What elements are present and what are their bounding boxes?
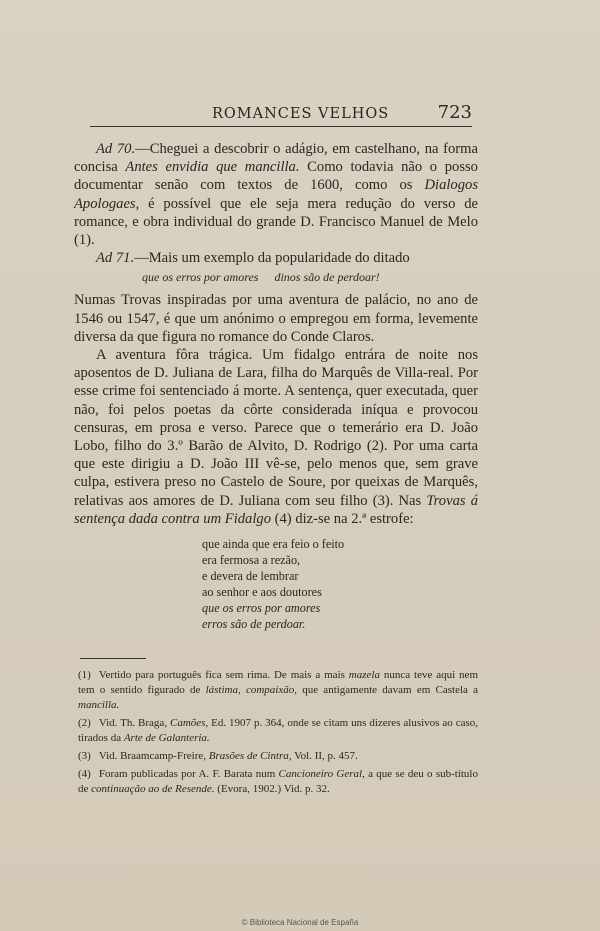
quote-line: era fermosa a rezão, bbox=[202, 553, 301, 568]
footnote-2: (2) Vid. Th. Braga, Camões, Ed. 1907 p. 364, onde se citam uns dizeres alusivos ao caso, tirados da Arte de Galanteria. bbox=[78, 717, 479, 744]
paragraph-ad-71: Ad 71.—Mais um exemplo da popularidade do ditado bbox=[96, 250, 410, 267]
footnote-4: (4) Foram publicadas por A. F. Barata num Cancioneiro Geral, a que se deu o sub-título de continuação ao de Resende. (Evora, 1902.) Vid. p. 32. bbox=[78, 768, 478, 795]
quote-line: que os erros por amores bbox=[202, 601, 321, 616]
body-text bbox=[74, 140, 478, 632]
page-number: 723 bbox=[437, 102, 472, 123]
paragraph-ad-70: Ad 70.—Cheguei a descobrir o adágio, em castelhano, na forma concisa Antes envidia que mancilla. Como todavia não o posso documentar senão com textos de 1600, como os Dialogos Apologaes, é possível que ele seja mera redução do verso de romance, e obra individual do grande D. Francisco Manuel de Melo (1). bbox=[74, 141, 478, 249]
block-quote bbox=[202, 536, 478, 632]
quoted-verse: que os erros por amores dinos são de perdoar! bbox=[142, 270, 380, 285]
footnotes bbox=[78, 668, 478, 800]
paragraph-aventura: A aventura fôra trágica. Um fidalgo entrára de noite nos aposentos de D. Juliana de Lara, filha do Marquês de Villa-real. Por esse crime foi sentenciado á morte. A sentença, quer executada, quer não, foi pelos poetas da côrte considerada iníqua e provocou censuras, em prosa e verso. Parece que o temerário era D. João Lobo, filho do 3.º Barão de Alvito, D. Rodrigo (2). Por uma carta que este dirigiu a D. João III vê-se, pelo menos que, sem grave culpa, estivera preso no Castelo de Soure, por queixas de Marquês, relativas aos amores de D. Juliana com seu filho (3). Nas Trovas á sentença dada contra um Fidalgo (4) diz-se na 2.ª estrofe: bbox=[74, 347, 478, 527]
quote-line: que ainda que era feio o feito bbox=[202, 537, 345, 552]
note-label: Ad 70. bbox=[96, 141, 136, 157]
running-title: ROMANCES VELHOS bbox=[212, 106, 390, 122]
footnote-3: (3) Vid. Braamcamp-Freire, Brasões de Cintra, Vol. II, p. 457. bbox=[78, 750, 358, 762]
paragraph-trovas: Numas Trovas inspiradas por uma aventura de palácio, no ano de 1546 ou 1547, é que um anónimo o empregou em forma, levemente diversa da que figura no romance do Conde Claros. bbox=[74, 292, 478, 345]
note-label: Ad 71. bbox=[96, 250, 135, 267]
header-rule bbox=[90, 126, 472, 127]
library-watermark: © Biblioteca Nacional de España bbox=[241, 918, 359, 927]
footnote-1: (1) Vertido para português fica sem rima. De mais a mais mazela nunca teve aqui nem tem o sentido figurado de lástima, compaixão, que antigamente davam em Castela a mancilla. bbox=[78, 669, 478, 711]
quote-line: e devera de lembrar bbox=[202, 569, 299, 584]
page-header bbox=[212, 104, 472, 128]
quote-line: erros são de perdoar. bbox=[202, 617, 306, 632]
quote-line: ao senhor e aos doutores bbox=[202, 585, 322, 600]
footnote-rule bbox=[80, 658, 146, 659]
